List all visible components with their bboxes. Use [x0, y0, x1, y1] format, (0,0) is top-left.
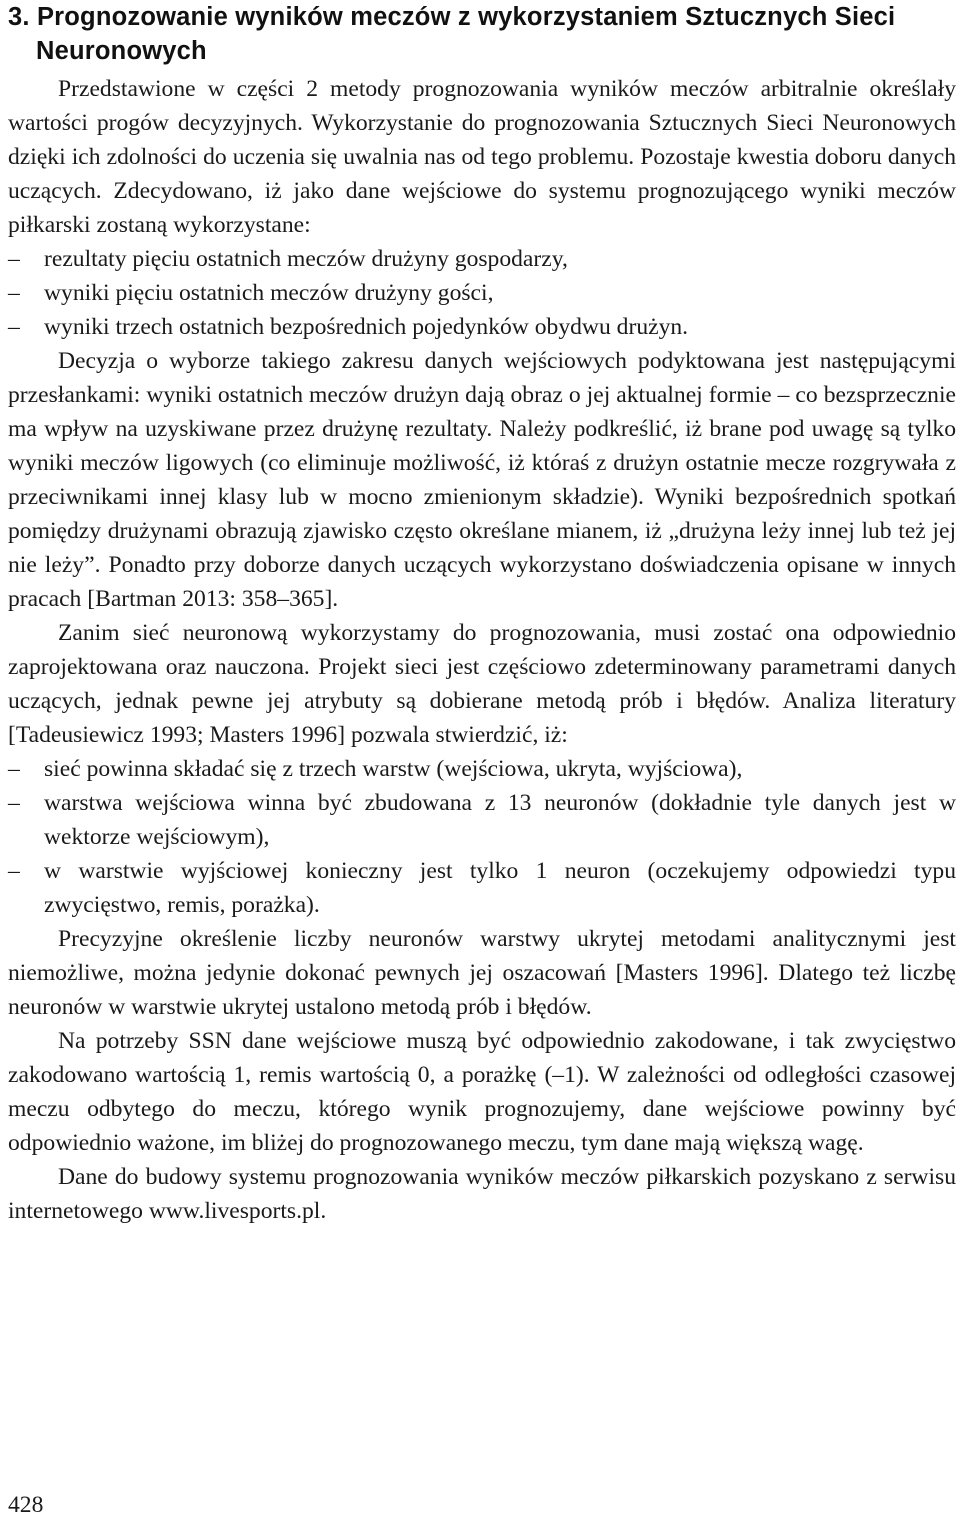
dash-bullet: – [8, 314, 20, 340]
list-item [8, 310, 956, 344]
body-text [8, 72, 956, 1228]
list-item-text: rezultaty pięciu ostatnich meczów drużyny gospodarzy, [44, 246, 568, 272]
section-heading: 3. Prognozowanie wyników meczów z wykorzystaniem Sztucznych Sieci Neuronowych [8, 3, 896, 65]
paragraph-rationale: Decyzja o wyborze takiego zakresu danych wejściowych podyktowana jest następującymi przesłankami: wyniki ostatnich meczów drużyn dają obraz o jej aktualnej formie – co bezsprzecznie ma wpływ na uzyskiwane przez drużynę rezultaty. Należy podkreślić, iż brane pod uwagę są tylko wyniki meczów ligowych (co eliminuje możliwość, iż któraś z drużyn ostatnie mecze rozgrywała z przeciwnikami innej klasy lub w mocno zmienionym składzie). Wyniki bezpośrednich spotkań pomiędzy drużynami obrazują zjawisko często określane mianem, iż „drużyna leży innej lub też jej nie leży”. Ponadto przy doborze danych uczących wykorzystano doświadczenia opisane w innych pracach [Bartman 2013: 358–365]. [8, 348, 956, 612]
paragraph-intro: Przedstawione w części 2 metody prognozowania wyników meczów arbitralnie określały wartości progów decyzyjnych. Wykorzystanie do prognozowania Sztucznych Sieci Neuronowych dzięki ich zdolności do uczenia się uwalnia nas od tego problemu. Pozostaje kwestia doboru danych uczących. Zdecydowano, iż jako dane wejściowe do systemu prognozującego wyniki meczów piłkarski zostaną wykorzystane: [8, 76, 956, 238]
paragraph-network-design: Zanim sieć neuronową wykorzystamy do prognozowania, musi zostać ona odpowiednio zaprojektowana oraz nauczona. Projekt sieci jest częściowo zdeterminowany parametrami danych uczących, jednak pewne jej atrybuty są dobierane metodą prób i błędów. Analiza literatury [Tadeusiewicz 1993; Masters 1996] pozwala stwierdzić, iż: [8, 620, 956, 748]
dash-bullet: – [8, 246, 20, 272]
page-number: 428 [8, 1492, 44, 1518]
list-item [8, 276, 956, 310]
dash-bullet: – [8, 858, 20, 884]
list-item [8, 786, 956, 854]
dash-bullet: – [8, 756, 20, 782]
list-item-text: w warstwie wyjściowej konieczny jest tylko 1 neuron (oczekujemy odpowiedzi typu zwycięstwo, remis, porażka). [44, 858, 956, 918]
paragraph-hidden-layer: Precyzyjne określenie liczby neuronów warstwy ukrytej metodami analitycznymi jest niemożliwe, można jedynie dokonać pewnych jej oszacowań [Masters 1996]. Dlatego też liczbę neuronów w warstwie ukrytej ustalono metodą prób i błędów. [8, 926, 956, 1020]
paragraph-data-source: Dane do budowy systemu prognozowania wyników meczów piłkarskich pozyskano z serwisu internetowego www.livesports.pl. [8, 1164, 956, 1224]
list-item-text: warstwa wejściowa winna być zbudowana z 13 neuronów (dokładnie tyle danych jest w wektorze wejściowym), [44, 790, 956, 850]
list-item [8, 854, 956, 922]
page-content [8, 0, 956, 1228]
dash-bullet: – [8, 790, 20, 816]
dash-bullet: – [8, 280, 20, 306]
network-structure-list [8, 752, 956, 922]
input-data-list [8, 242, 956, 344]
list-item [8, 242, 956, 276]
paragraph-encoding: Na potrzeby SSN dane wejściowe muszą być odpowiednio zakodowane, i tak zwycięstwo zakodowano wartością 1, remis wartością 0, a porażkę (–1). W zależności od odległości czasowej meczu odbytego do meczu, którego wynik prognozujemy, dane wejściowe powinny być odpowiednio ważone, im bliżej do prognozowanego meczu, tym dane mają większą wagę. [8, 1028, 956, 1156]
list-item [8, 752, 956, 786]
list-item-text: wyniki pięciu ostatnich meczów drużyny gości, [44, 280, 494, 306]
list-item-text: sieć powinna składać się z trzech warstw (wejściowa, ukryta, wyjściowa), [44, 756, 743, 782]
list-item-text: wyniki trzech ostatnich bezpośrednich pojedynków obydwu drużyn. [44, 314, 689, 340]
